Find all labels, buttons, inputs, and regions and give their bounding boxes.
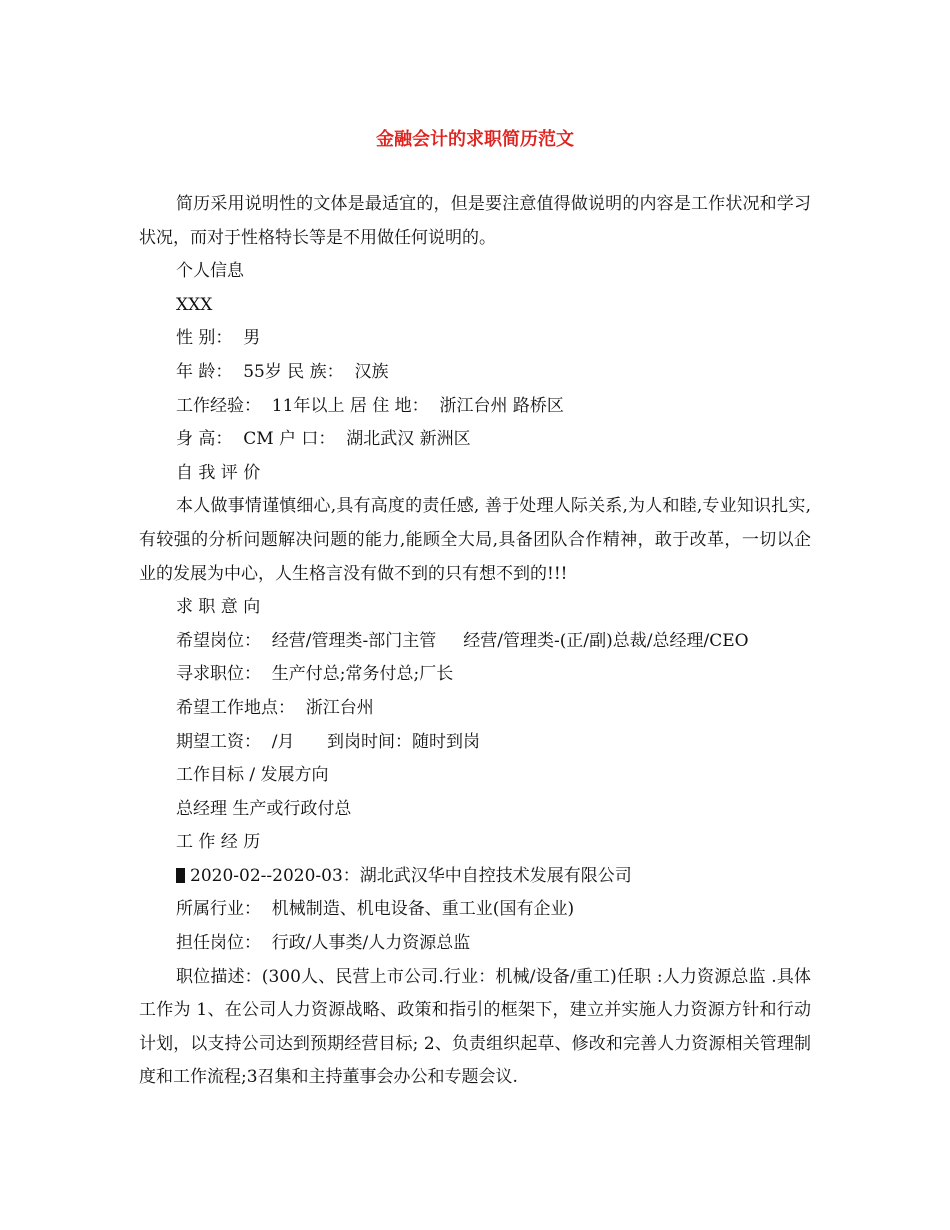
- self-evaluation-heading: 自 我 评 价: [176, 462, 261, 483]
- desired-location-line: 希望工作地点： 浙江台州: [176, 697, 374, 718]
- job-intent-heading: 求 职 意 向: [176, 597, 261, 618]
- height-hukou-line: 身 高： CM 户 口： 湖北武汉 新洲区: [176, 429, 471, 450]
- work-goal-heading: 工作目标 / 发展方向: [176, 765, 329, 786]
- work-experience-heading: 工 作 经 历: [176, 832, 261, 853]
- experience-period-company: 2020-02--2020-03：湖北武汉华中自控技术发展有限公司: [190, 865, 632, 886]
- intro-paragraph: 简历采用说明性的文体是最适宜的，但是要注意值得做说明的内容是工作状况和学习状况，而对于性格特长等是不用做任何说明的。: [139, 194, 811, 248]
- gender-line: 性 别： 男: [176, 328, 261, 349]
- name-line: XXX: [176, 294, 213, 315]
- age-ethnicity-line: 年 龄： 55岁 民 族： 汉族: [176, 361, 389, 382]
- position-line: 担任岗位： 行政/人事类/人力资源总监: [176, 933, 471, 954]
- seeking-position-line: 寻求职位： 生产付总;常务付总;厂长: [176, 664, 454, 685]
- bullet-square-icon: [176, 868, 185, 883]
- document-body: [139, 188, 811, 1095]
- document-title: 金融会计的求职简历范文: [376, 129, 574, 150]
- industry-line: 所属行业： 机械制造、机电设备、重工业(国有企业): [176, 899, 575, 920]
- personal-info-heading: 个人信息: [176, 261, 244, 282]
- work-goal-line: 总经理 生产或行政付总: [176, 798, 352, 819]
- desired-position-line: 希望岗位： 经营/管理类-部门主管 经营/管理类-(正/副)总裁/总经理/CEO: [176, 630, 749, 651]
- self-evaluation-paragraph: 本人做事情谨慎细心,具有高度的责任感, 善于处理人际关系,为人和睦,专业知识扎实,有较强的分析问题解决问题的能力,能顾全大局,具备团队合作精神，敢于改革，一切以企业的发展为中心，人生格言没有做不到的只有想不到的!!!: [139, 496, 811, 584]
- job-description-paragraph: 职位描述：(300人、民营上市公司.行业：机械/设备/重工)任职 :人力资源总监 .具体工作为 1、在公司人力资源战略、政策和指引的框架下，建立并实施人力资源方针和行动计划，以支持公司达到预期经营目标; 2、负责组织起草、修改和完善人力资源相关管理制度和工作流程;3召集和主持董事会办公和专题会议.: [139, 966, 811, 1088]
- salary-start-line: 期望工资： /月 到岗时间：随时到岗: [176, 731, 480, 752]
- experience-entry: [139, 860, 811, 894]
- experience-residence-line: 工作经验： 11年以上 居 住 地： 浙江台州 路桥区: [176, 395, 564, 416]
